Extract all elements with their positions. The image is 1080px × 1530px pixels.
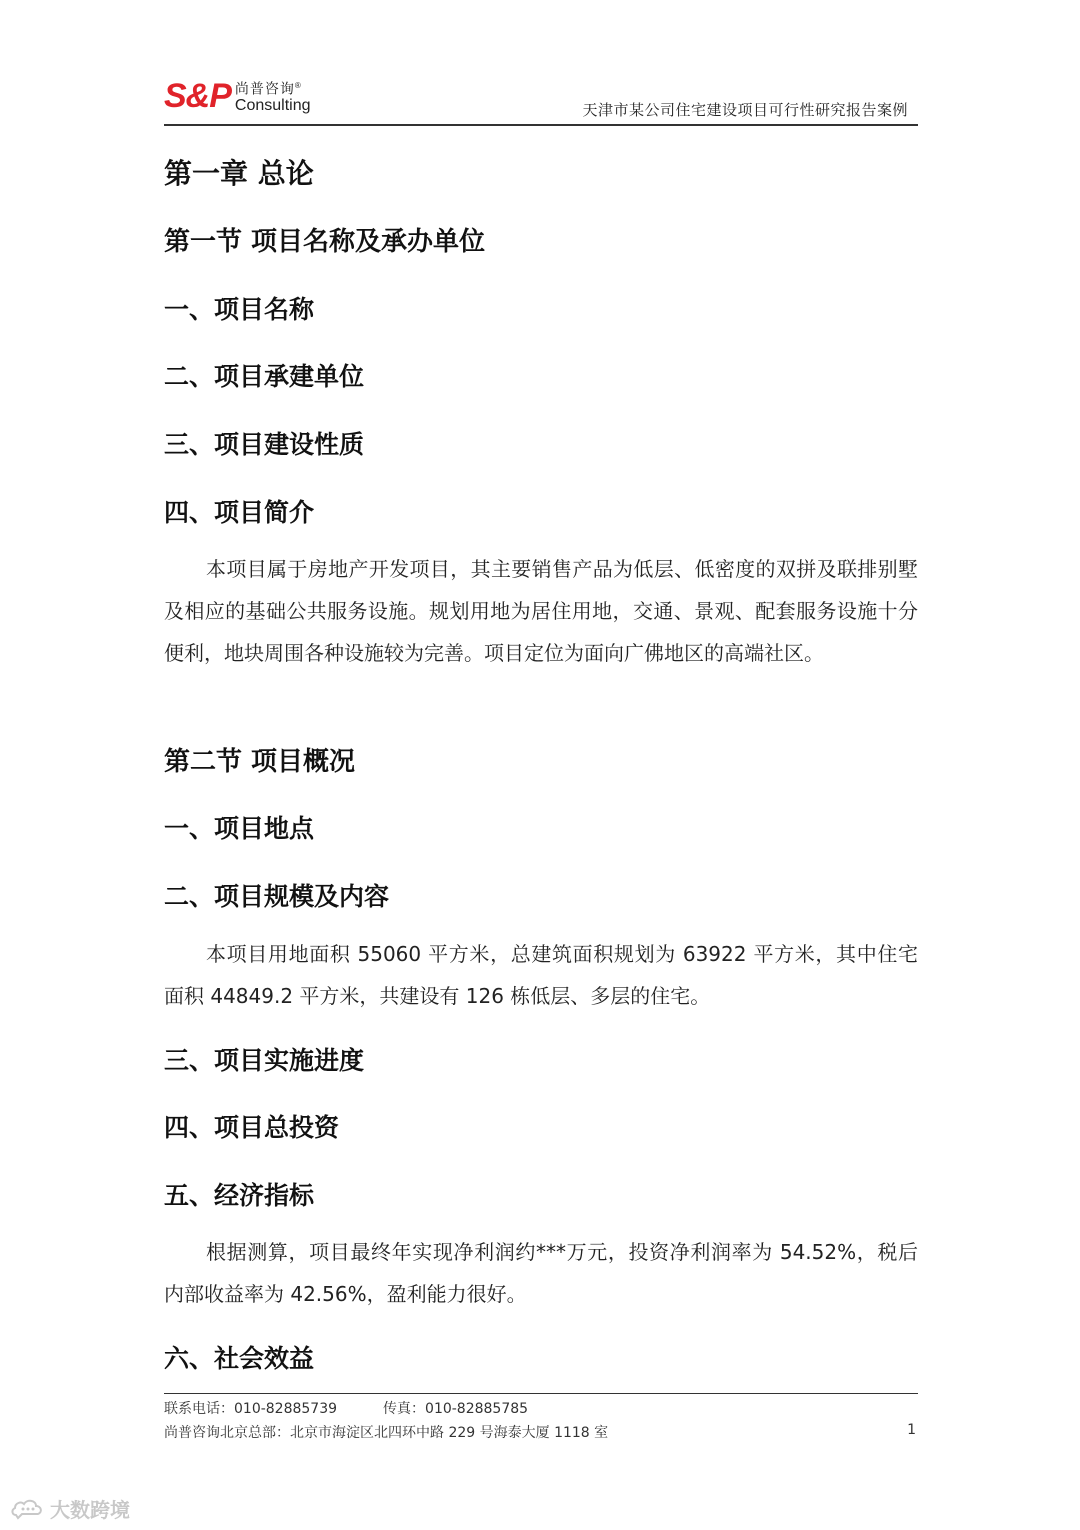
page-footer (164, 1393, 918, 1441)
watermark (10, 1494, 130, 1523)
footer-phone: 联系电话：010-82885739 (164, 1401, 338, 1417)
paragraph-scale: 本项目用地面积 55060 平方米，总建筑面积规划为 63922 平方米，其中住宅面积 44849.2 平方米，共建设有 126 栋低层、多层的住宅。 (164, 942, 918, 1008)
cloud-chat-icon (10, 1497, 44, 1521)
subheading-economics: 五、经济指标 (164, 1181, 315, 1210)
section-heading-1: 第一节 项目名称及承办单位 (164, 227, 486, 257)
section-heading-2: 第二节 项目概况 (164, 747, 356, 777)
logo-reg-mark: ® (294, 81, 302, 90)
page-number: 1 (907, 1422, 916, 1438)
paragraph-summary: 本项目属于房地产开发项目，其主要销售产品为低层、低密度的双拼及联排别墅及相应的基础公共服务设施。规划用地为居住用地，交通、景观、配套服务设施十分便利，地块周围各种设施较为完善。项目定位为面向广佛地区的高端社区。 (164, 557, 918, 665)
logo-text (235, 78, 311, 115)
footer-address: 尚普咨询北京总部：北京市海淀区北四环中路 229 号海泰大厦 1118 室 (164, 1425, 609, 1441)
footer-fax: 传真：010-82885785 (383, 1401, 529, 1417)
subheading-scale: 二、项目规模及内容 (164, 882, 390, 911)
subheading-location: 一、项目地点 (164, 814, 315, 843)
watermark-text: 大数跨境 (50, 1498, 130, 1522)
subheading-project-name: 一、项目名称 (164, 295, 315, 324)
logo-cn-text: 尚普咨询 (234, 80, 295, 97)
logo-mark: S&P (164, 77, 231, 115)
document-title: 天津市某公司住宅建设项目可行性研究报告案例 (582, 101, 908, 119)
company-logo (164, 78, 311, 118)
paragraph-economics: 根据测算，项目最终年实现净利润约***万元，投资净利润率为 54.52%，税后内部收益率为 42.56%，盈利能力很好。 (164, 1240, 918, 1306)
subheading-investment: 四、项目总投资 (164, 1113, 340, 1142)
subheading-summary: 四、项目简介 (164, 498, 315, 527)
subheading-social-benefit: 六、社会效益 (164, 1344, 315, 1373)
subheading-nature: 三、项目建设性质 (164, 430, 365, 459)
logo-en: Consulting (234, 96, 311, 114)
chapter-heading: 第一章 总论 (164, 157, 314, 190)
page-header (164, 74, 918, 126)
subheading-contractor: 二、项目承建单位 (164, 362, 365, 391)
subheading-schedule: 三、项目实施进度 (164, 1046, 365, 1075)
footer-contact (164, 1398, 528, 1418)
logo-cn (235, 78, 311, 97)
